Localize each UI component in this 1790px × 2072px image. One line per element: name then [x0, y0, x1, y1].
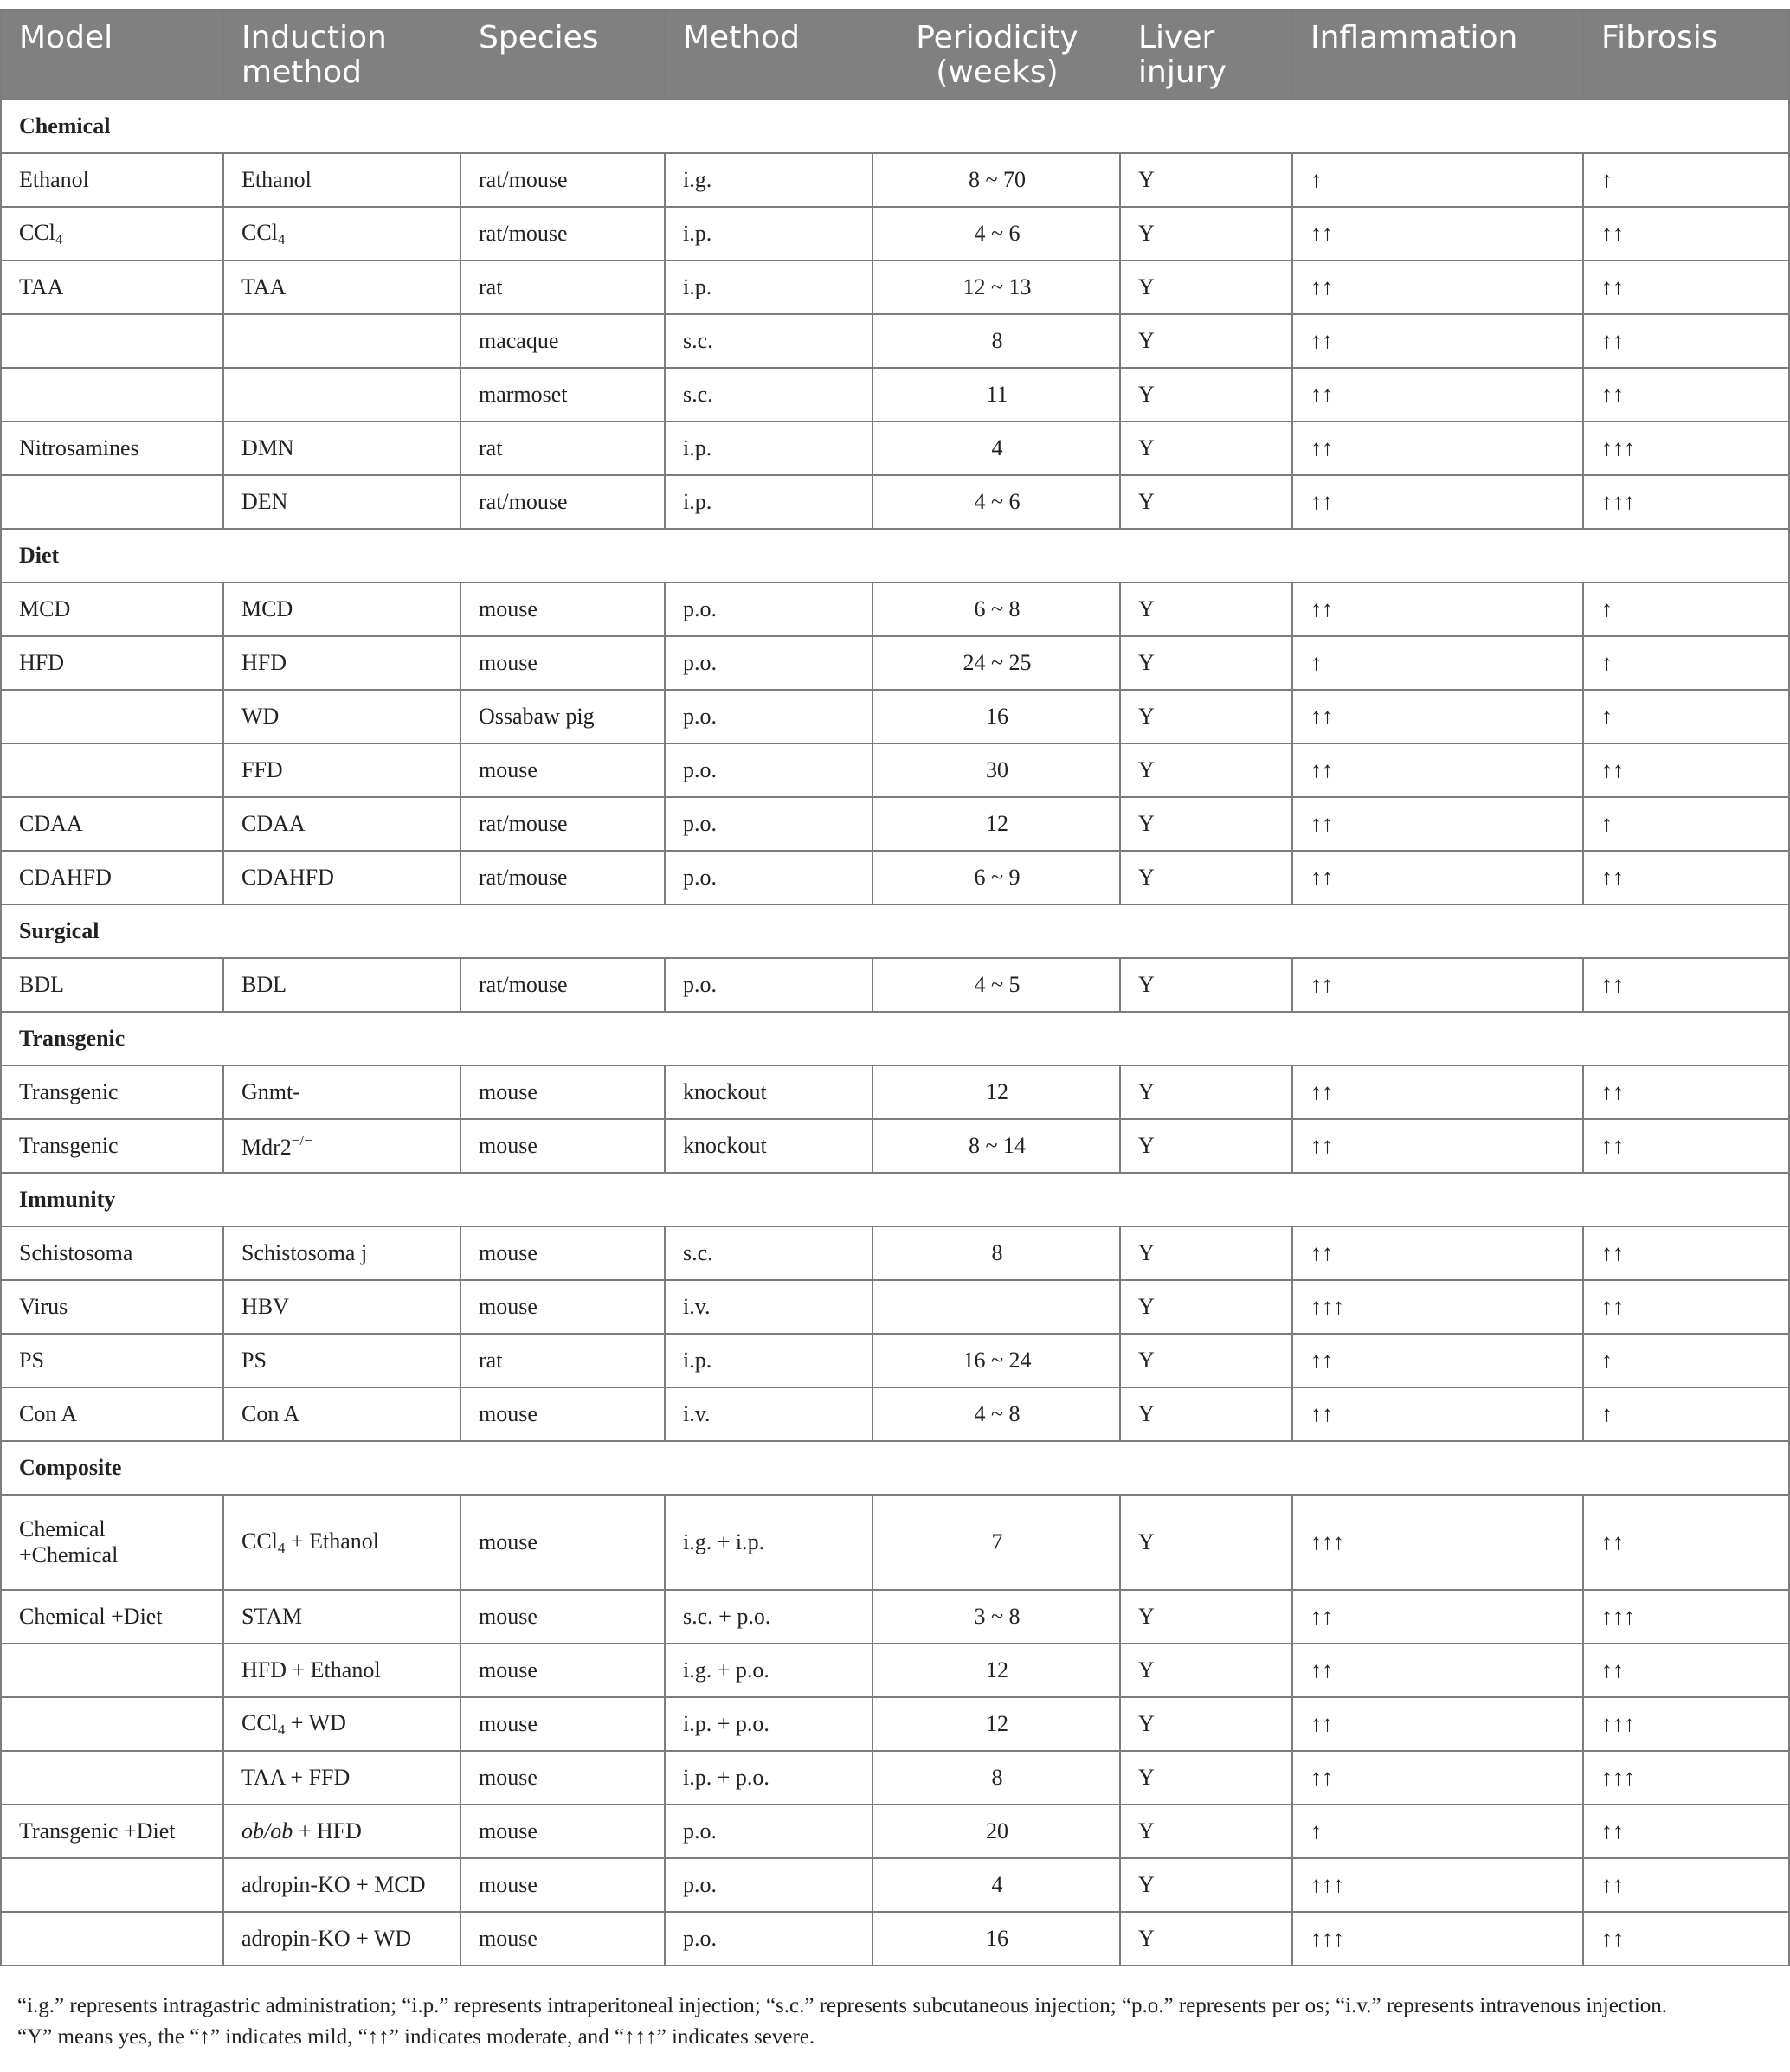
cell-inflammation: ↑↑: [1292, 690, 1583, 743]
cell-inflammation: ↑↑: [1292, 1334, 1583, 1387]
cell-inflammation: ↑↑: [1292, 1226, 1583, 1280]
cell-induction-method: DMN: [223, 421, 460, 475]
cell-species: rat/mouse: [460, 958, 665, 1012]
cell-liver-injury: Y: [1120, 1697, 1292, 1751]
cell-fibrosis: ↑: [1583, 636, 1789, 690]
cell-inflammation: ↑↑: [1292, 958, 1583, 1012]
cell-fibrosis: ↑↑↑: [1583, 1751, 1789, 1805]
cell-method: knockout: [665, 1065, 872, 1119]
cell-liver-injury: Y: [1120, 1387, 1292, 1441]
cell-method: i.g. + i.p.: [665, 1495, 872, 1590]
cell-inflammation: ↑↑: [1292, 1387, 1583, 1441]
cell-periodicity: 7: [872, 1495, 1120, 1590]
cell-inflammation: ↑↑: [1292, 797, 1583, 851]
cell-model: [1, 1644, 223, 1697]
cell-induction-method: HBV: [223, 1280, 460, 1334]
cell-species: mouse: [460, 636, 665, 690]
cell-periodicity: [872, 1280, 1120, 1334]
cell-model: Chemical +Diet: [1, 1590, 223, 1644]
cell-species: rat/mouse: [460, 851, 665, 904]
table-row: [1, 797, 1789, 851]
cell-induction-method: TAA + FFD: [223, 1751, 460, 1805]
table-row: [1, 368, 1789, 421]
cell-periodicity: 12: [872, 797, 1120, 851]
cell-method: i.p.: [665, 421, 872, 475]
table-row: [1, 1805, 1789, 1858]
cell-fibrosis: ↑: [1583, 797, 1789, 851]
cell-method: s.c. + p.o.: [665, 1590, 872, 1644]
cell-fibrosis: ↑↑: [1583, 1065, 1789, 1119]
cell-inflammation: ↑↑: [1292, 1644, 1583, 1697]
cell-model: Chemical +Chemical: [1, 1495, 223, 1590]
cell-induction-method: CDAA: [223, 797, 460, 851]
cell-species: rat/mouse: [460, 153, 665, 207]
cell-induction-method: CCl$_4$ + Ethanol: [223, 1495, 460, 1590]
cell-periodicity: 12: [872, 1065, 1120, 1119]
cell-method: p.o.: [665, 797, 872, 851]
table-row: [1, 958, 1789, 1012]
cell-inflammation: ↑: [1292, 636, 1583, 690]
table-row: [1, 421, 1789, 475]
section-row: [1, 1173, 1789, 1226]
cell-liver-injury: Y: [1120, 1590, 1292, 1644]
cell-fibrosis: ↑↑↑: [1583, 475, 1789, 529]
cell-method: p.o.: [665, 743, 872, 797]
cell-periodicity: 6 ~ 9: [872, 851, 1120, 904]
cell-species: mouse: [460, 582, 665, 636]
cell-model: [1, 743, 223, 797]
table-row: [1, 582, 1789, 636]
cell-inflammation: ↑↑: [1292, 261, 1583, 314]
cell-periodicity: 4 ~ 8: [872, 1387, 1120, 1441]
table-row: [1, 1387, 1789, 1441]
cell-model: [1, 1858, 223, 1912]
cell-periodicity: 16 ~ 24: [872, 1334, 1120, 1387]
header-fibrosis: Fibrosis: [1583, 10, 1789, 100]
cell-fibrosis: ↑: [1583, 153, 1789, 207]
table-row: [1, 1119, 1789, 1173]
cell-species: mouse: [460, 1590, 665, 1644]
section-row: [1, 1012, 1789, 1065]
cell-species: mouse: [460, 1858, 665, 1912]
section-row: [1, 1441, 1789, 1495]
section-label: Surgical: [1, 904, 1789, 958]
section-label: Composite: [1, 1441, 1789, 1495]
cell-liver-injury: Y: [1120, 851, 1292, 904]
cell-fibrosis: ↑↑: [1583, 1495, 1789, 1590]
section-label: Immunity: [1, 1173, 1789, 1226]
section-label: Transgenic: [1, 1012, 1789, 1065]
cell-method: i.v.: [665, 1387, 872, 1441]
cell-method: p.o.: [665, 582, 872, 636]
cell-method: s.c.: [665, 314, 872, 368]
cell-species: mouse: [460, 1697, 665, 1751]
cell-model: [1, 314, 223, 368]
table-row: [1, 1280, 1789, 1334]
cell-periodicity: 12 ~ 13: [872, 261, 1120, 314]
cell-periodicity: 8: [872, 1226, 1120, 1280]
cell-model: [1, 1697, 223, 1751]
cell-species: rat: [460, 421, 665, 475]
cell-method: i.g. + p.o.: [665, 1644, 872, 1697]
footnote-abbreviations: “i.g.” represents intragastric administration; “i.p.” represents intraperitoneal injection; “s.c.” represents subcutaneous injection; “p.o.” represents per os; “i.v.” represents intravenous injection.: [17, 1994, 1668, 2017]
cell-induction-method: adropin-KO + MCD: [223, 1858, 460, 1912]
cell-method: p.o.: [665, 851, 872, 904]
cell-model: Virus: [1, 1280, 223, 1334]
cell-fibrosis: ↑: [1583, 1387, 1789, 1441]
cell-model: [1, 1912, 223, 1966]
cell-liver-injury: Y: [1120, 1805, 1292, 1858]
cell-periodicity: 24 ~ 25: [872, 636, 1120, 690]
cell-inflammation: ↑↑: [1292, 743, 1583, 797]
cell-model: HFD: [1, 636, 223, 690]
cell-method: p.o.: [665, 636, 872, 690]
cell-model: MCD: [1, 582, 223, 636]
cell-liver-injury: Y: [1120, 475, 1292, 529]
cell-species: mouse: [460, 1387, 665, 1441]
header-model: Model: [1, 10, 223, 100]
header-periodicity: Periodicity (weeks): [872, 10, 1120, 100]
cell-fibrosis: ↑↑: [1583, 958, 1789, 1012]
section-row: [1, 904, 1789, 958]
cell-fibrosis: ↑↑: [1583, 368, 1789, 421]
table-row: [1, 207, 1789, 261]
cell-periodicity: 16: [872, 690, 1120, 743]
cell-induction-method: ob/ob + HFD: [223, 1805, 460, 1858]
cell-induction-method: CCl$_4$ + WD: [223, 1697, 460, 1751]
cell-species: mouse: [460, 1280, 665, 1334]
table-header: [1, 10, 1789, 100]
cell-inflammation: ↑↑: [1292, 1697, 1583, 1751]
table-row: [1, 1697, 1789, 1751]
cell-method: p.o.: [665, 958, 872, 1012]
cell-periodicity: 4 ~ 6: [872, 207, 1120, 261]
cell-liver-injury: Y: [1120, 636, 1292, 690]
cell-liver-injury: Y: [1120, 582, 1292, 636]
cell-fibrosis: ↑↑: [1583, 1226, 1789, 1280]
cell-species: macaque: [460, 314, 665, 368]
cell-species: mouse: [460, 1751, 665, 1805]
table-row: [1, 1065, 1789, 1119]
table-row: [1, 1495, 1789, 1590]
cell-induction-method: STAM: [223, 1590, 460, 1644]
cell-periodicity: 4: [872, 1858, 1120, 1912]
cell-species: mouse: [460, 1805, 665, 1858]
cell-species: rat/mouse: [460, 797, 665, 851]
cell-model: PS: [1, 1334, 223, 1387]
cell-species: marmoset: [460, 368, 665, 421]
header-method: Method: [665, 10, 872, 100]
cell-species: mouse: [460, 743, 665, 797]
table-row: [1, 1912, 1789, 1966]
cell-model: [1, 475, 223, 529]
cell-periodicity: 20: [872, 1805, 1120, 1858]
table-row: [1, 314, 1789, 368]
table-row: [1, 1858, 1789, 1912]
cell-method: s.c.: [665, 368, 872, 421]
cell-species: mouse: [460, 1065, 665, 1119]
cell-liver-injury: Y: [1120, 1912, 1292, 1966]
cell-fibrosis: ↑↑: [1583, 1858, 1789, 1912]
cell-fibrosis: ↑: [1583, 1334, 1789, 1387]
header-inflammation: Inflammation: [1292, 10, 1583, 100]
cell-fibrosis: ↑: [1583, 690, 1789, 743]
table-row: [1, 1590, 1789, 1644]
cell-inflammation: ↑↑: [1292, 1590, 1583, 1644]
liver-models-table: [0, 9, 1790, 1966]
cell-induction-method: CCl$_4$: [223, 207, 460, 261]
table-row: [1, 851, 1789, 904]
cell-model: Con A: [1, 1387, 223, 1441]
table-row: [1, 690, 1789, 743]
cell-induction-method: CDAHFD: [223, 851, 460, 904]
table-row: [1, 636, 1789, 690]
cell-induction-method: FFD: [223, 743, 460, 797]
cell-induction-method: WD: [223, 690, 460, 743]
cell-species: rat/mouse: [460, 475, 665, 529]
cell-inflammation: ↑↑: [1292, 475, 1583, 529]
cell-periodicity: 6 ~ 8: [872, 582, 1120, 636]
table-body: [1, 100, 1789, 1966]
cell-induction-method: Mdr2−/−: [223, 1119, 460, 1173]
header-induction-method: Induction method: [223, 10, 460, 100]
cell-induction-method: TAA: [223, 261, 460, 314]
cell-inflammation: ↑↑↑: [1292, 1912, 1583, 1966]
cell-fibrosis: ↑↑: [1583, 1805, 1789, 1858]
cell-liver-injury: Y: [1120, 1334, 1292, 1387]
cell-liver-injury: Y: [1120, 153, 1292, 207]
cell-model: Ethanol: [1, 153, 223, 207]
cell-periodicity: 8 ~ 70: [872, 153, 1120, 207]
cell-induction-method: Con A: [223, 1387, 460, 1441]
cell-model: CCl$_4$: [1, 207, 223, 261]
cell-inflammation: ↑: [1292, 1805, 1583, 1858]
cell-method: p.o.: [665, 1858, 872, 1912]
cell-species: rat: [460, 261, 665, 314]
cell-inflammation: ↑↑: [1292, 582, 1583, 636]
cell-method: i.p. + p.o.: [665, 1751, 872, 1805]
cell-liver-injury: Y: [1120, 261, 1292, 314]
cell-inflammation: ↑↑: [1292, 1065, 1583, 1119]
cell-periodicity: 3 ~ 8: [872, 1590, 1120, 1644]
cell-inflammation: ↑↑: [1292, 368, 1583, 421]
table-row: [1, 261, 1789, 314]
cell-species: rat: [460, 1334, 665, 1387]
cell-induction-method: PS: [223, 1334, 460, 1387]
cell-model: Transgenic: [1, 1119, 223, 1173]
cell-inflammation: ↑↑: [1292, 1119, 1583, 1173]
cell-induction-method: Schistosoma j: [223, 1226, 460, 1280]
cell-periodicity: 16: [872, 1912, 1120, 1966]
cell-induction-method: Gnmt-: [223, 1065, 460, 1119]
cell-induction-method: [223, 368, 460, 421]
header-species: Species: [460, 10, 665, 100]
header-liver-injury: Liver injury: [1120, 10, 1292, 100]
cell-inflammation: ↑↑↑: [1292, 1858, 1583, 1912]
cell-species: mouse: [460, 1226, 665, 1280]
cell-method: i.p.: [665, 261, 872, 314]
cell-method: s.c.: [665, 1226, 872, 1280]
cell-induction-method: DEN: [223, 475, 460, 529]
footnote-legend: “Y” means yes, the “↑” indicates mild, “↑↑” indicates moderate, and “↑↑↑” indicates severe.: [17, 2025, 815, 2049]
cell-liver-injury: Y: [1120, 1751, 1292, 1805]
cell-periodicity: 8: [872, 314, 1120, 368]
cell-inflammation: ↑↑: [1292, 421, 1583, 475]
cell-liver-injury: Y: [1120, 1119, 1292, 1173]
cell-periodicity: 8 ~ 14: [872, 1119, 1120, 1173]
section-label: Diet: [1, 529, 1789, 582]
cell-fibrosis: ↑↑: [1583, 1280, 1789, 1334]
cell-model: Transgenic: [1, 1065, 223, 1119]
cell-induction-method: [223, 314, 460, 368]
cell-fibrosis: ↑↑: [1583, 1644, 1789, 1697]
cell-method: p.o.: [665, 1912, 872, 1966]
cell-liver-injury: Y: [1120, 1495, 1292, 1590]
cell-liver-injury: Y: [1120, 1280, 1292, 1334]
cell-induction-method: HFD + Ethanol: [223, 1644, 460, 1697]
cell-fibrosis: ↑↑: [1583, 851, 1789, 904]
cell-method: i.p. + p.o.: [665, 1697, 872, 1751]
cell-fibrosis: ↑↑: [1583, 1119, 1789, 1173]
cell-model: Nitrosamines: [1, 421, 223, 475]
cell-fibrosis: ↑↑↑: [1583, 1590, 1789, 1644]
table-row: [1, 1644, 1789, 1697]
cell-induction-method: Ethanol: [223, 153, 460, 207]
cell-induction-method: HFD: [223, 636, 460, 690]
section-row: [1, 100, 1789, 153]
cell-fibrosis: ↑↑↑: [1583, 1697, 1789, 1751]
cell-fibrosis: ↑↑: [1583, 261, 1789, 314]
cell-model: Transgenic +Diet: [1, 1805, 223, 1858]
cell-method: p.o.: [665, 1805, 872, 1858]
cell-fibrosis: ↑↑: [1583, 314, 1789, 368]
cell-liver-injury: Y: [1120, 1226, 1292, 1280]
cell-inflammation: ↑↑↑: [1292, 1495, 1583, 1590]
cell-liver-injury: Y: [1120, 958, 1292, 1012]
cell-periodicity: 12: [872, 1644, 1120, 1697]
table-row: [1, 1334, 1789, 1387]
cell-method: i.v.: [665, 1280, 872, 1334]
cell-liver-injury: Y: [1120, 1065, 1292, 1119]
cell-periodicity: 30: [872, 743, 1120, 797]
cell-species: mouse: [460, 1119, 665, 1173]
section-label: Chemical: [1, 100, 1789, 153]
cell-method: i.g.: [665, 153, 872, 207]
cell-induction-method: adropin-KO + WD: [223, 1912, 460, 1966]
cell-species: Ossabaw pig: [460, 690, 665, 743]
cell-inflammation: ↑↑↑: [1292, 1280, 1583, 1334]
cell-inflammation: ↑↑: [1292, 207, 1583, 261]
cell-periodicity: 4 ~ 6: [872, 475, 1120, 529]
cell-periodicity: 12: [872, 1697, 1120, 1751]
cell-liver-injury: Y: [1120, 797, 1292, 851]
cell-inflammation: ↑↑: [1292, 1751, 1583, 1805]
cell-model: BDL: [1, 958, 223, 1012]
cell-liver-injury: Y: [1120, 368, 1292, 421]
cell-species: mouse: [460, 1912, 665, 1966]
cell-model: CDAA: [1, 797, 223, 851]
cell-liver-injury: Y: [1120, 421, 1292, 475]
cell-species: mouse: [460, 1644, 665, 1697]
cell-periodicity: 4 ~ 5: [872, 958, 1120, 1012]
cell-periodicity: 8: [872, 1751, 1120, 1805]
cell-liver-injury: Y: [1120, 1644, 1292, 1697]
cell-model: Schistosoma: [1, 1226, 223, 1280]
cell-method: p.o.: [665, 690, 872, 743]
cell-method: i.p.: [665, 1334, 872, 1387]
cell-inflammation: ↑↑: [1292, 851, 1583, 904]
table-footnote: [17, 1991, 1774, 2053]
cell-inflammation: ↑: [1292, 153, 1583, 207]
cell-induction-method: MCD: [223, 582, 460, 636]
cell-liver-injury: Y: [1120, 690, 1292, 743]
cell-liver-injury: Y: [1120, 314, 1292, 368]
table-row: [1, 1226, 1789, 1280]
cell-inflammation: ↑↑: [1292, 314, 1583, 368]
cell-model: [1, 1751, 223, 1805]
cell-method: i.p.: [665, 207, 872, 261]
table-row: [1, 743, 1789, 797]
cell-periodicity: 4: [872, 421, 1120, 475]
table-row: [1, 475, 1789, 529]
cell-fibrosis: ↑↑: [1583, 207, 1789, 261]
cell-fibrosis: ↑: [1583, 582, 1789, 636]
cell-fibrosis: ↑↑: [1583, 743, 1789, 797]
cell-liver-injury: Y: [1120, 743, 1292, 797]
cell-periodicity: 11: [872, 368, 1120, 421]
cell-species: mouse: [460, 1495, 665, 1590]
cell-induction-method: BDL: [223, 958, 460, 1012]
cell-fibrosis: ↑↑: [1583, 1912, 1789, 1966]
table-row: [1, 1751, 1789, 1805]
cell-species: rat/mouse: [460, 207, 665, 261]
cell-model: [1, 690, 223, 743]
cell-liver-injury: Y: [1120, 1858, 1292, 1912]
cell-method: knockout: [665, 1119, 872, 1173]
cell-liver-injury: Y: [1120, 207, 1292, 261]
cell-model: TAA: [1, 261, 223, 314]
cell-model: [1, 368, 223, 421]
section-row: [1, 529, 1789, 582]
cell-model: CDAHFD: [1, 851, 223, 904]
cell-method: i.p.: [665, 475, 872, 529]
table-row: [1, 153, 1789, 207]
cell-fibrosis: ↑↑↑: [1583, 421, 1789, 475]
